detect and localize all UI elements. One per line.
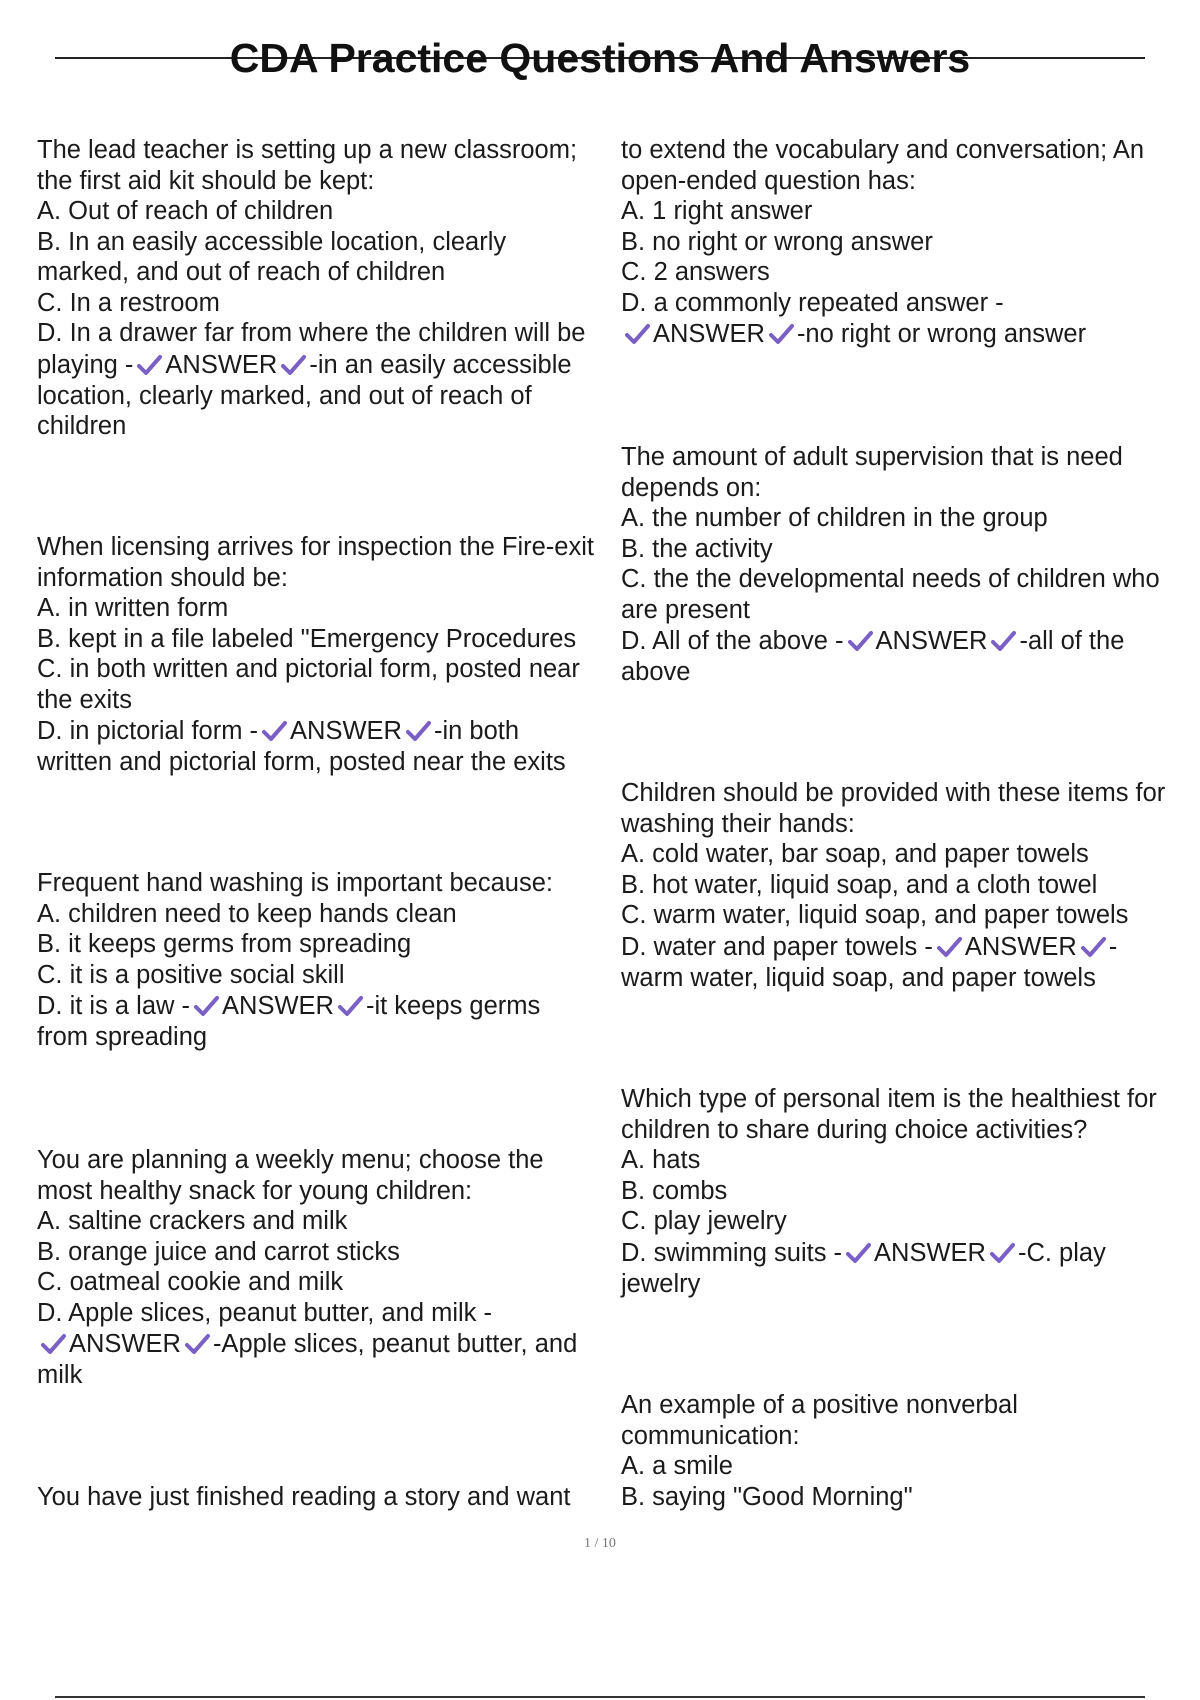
text-line: jewelry <box>621 1269 701 1298</box>
checkmark-icon <box>625 323 650 345</box>
text-line: washing their hands: <box>621 809 855 838</box>
text-line: The amount of adult supervision that is need <box>621 443 1123 471</box>
bottom-rule <box>55 1696 1145 1698</box>
text-line: B. orange juice and carrot sticks <box>37 1237 400 1266</box>
text-line: children to share during choice activities? <box>621 1115 1088 1144</box>
question-block <box>621 135 1144 350</box>
text-line: B. hot water, liquid soap, and a cloth towel <box>621 870 1098 899</box>
text-line: Children should be provided with these items for <box>621 779 1166 807</box>
answer-text: -C. play <box>1017 1238 1106 1267</box>
text-line: Which type of personal item is the healthiest for <box>621 1085 1157 1113</box>
answer-text: -Apple slices, peanut butter, and <box>212 1330 578 1358</box>
checkmark-icon <box>281 354 306 376</box>
text-line: A. the number of children in the group <box>621 504 1048 532</box>
answer-text: - <box>1108 932 1118 961</box>
text-line: above <box>621 658 691 686</box>
answer-label: ANSWER <box>874 1238 986 1267</box>
text-line: An example of a positive nonverbal <box>621 1391 1018 1419</box>
answer-line <box>621 318 1144 350</box>
question-block <box>37 532 594 778</box>
answer-lead: D. All of the above - <box>621 627 844 655</box>
text-line: D. In a drawer far from where the children will be <box>37 319 586 347</box>
text-line: information should be: <box>37 563 288 592</box>
answer-line <box>37 1328 577 1360</box>
question-block <box>37 135 585 442</box>
answer-label: ANSWER <box>653 320 765 348</box>
text-line: the exits <box>37 685 132 714</box>
text-line: B. the activity <box>621 534 773 563</box>
text-line: from spreading <box>37 1023 208 1051</box>
text-line: location, clearly marked, and out of reach of <box>37 381 532 410</box>
text-line: B. kept in a file labeled "Emergency Procedures <box>37 624 577 653</box>
text-line: A. a smile <box>621 1452 733 1480</box>
question-block <box>37 1482 571 1513</box>
page-title: CDA Practice Questions And Answers <box>229 35 971 81</box>
answer-label: ANSWER <box>964 932 1077 961</box>
text-line: depends on: <box>621 473 762 502</box>
answer-label: ANSWER <box>875 627 988 655</box>
text-line: When licensing arrives for inspection the Fire-exit <box>37 533 594 561</box>
text-line: B. it keeps germs from spreading <box>37 930 412 958</box>
text-line: B. no right or wrong answer <box>621 227 933 256</box>
text-line: C. play jewelry <box>621 1207 787 1235</box>
question-block <box>621 442 1160 688</box>
text-line: C. warm water, liquid soap, and paper towels <box>621 901 1129 929</box>
text-line: You are planning a weekly menu; choose the <box>37 1146 544 1174</box>
answer-label: ANSWER <box>222 992 334 1020</box>
answer-lead: playing - <box>37 350 134 379</box>
text-line: A. in written form <box>37 594 229 622</box>
answer-label: ANSWER <box>165 350 278 379</box>
checkmark-icon <box>991 630 1016 652</box>
text-line: A. Out of reach of children <box>37 197 334 225</box>
checkmark-icon <box>262 720 287 742</box>
answer-text: -in an easily accessible <box>309 350 572 379</box>
answer-line <box>621 1237 1157 1269</box>
answer-text: -no right or wrong answer <box>796 320 1087 348</box>
checkmark-icon <box>937 936 962 958</box>
answer-label: ANSWER <box>69 1330 181 1358</box>
text-line: A. hats <box>621 1146 701 1174</box>
checkmark-icon <box>769 323 794 345</box>
answer-lead: D. it is a law - <box>37 992 191 1020</box>
text-line: A. cold water, bar soap, and paper towels <box>621 840 1089 868</box>
text-line: D. Apple slices, peanut butter, and milk - <box>37 1298 492 1327</box>
text-line: A. 1 right answer <box>621 197 813 225</box>
text-line: children <box>37 412 127 440</box>
answer-lead: D. water and paper towels - <box>621 932 933 961</box>
text-line: B. In an easily accessible location, clearly <box>37 227 507 256</box>
question-block <box>621 1390 1018 1512</box>
text-line: C. 2 answers <box>621 258 770 286</box>
answer-lead: D. in pictorial form - <box>37 717 259 745</box>
text-line: written and pictorial form, posted near the exits <box>37 748 566 776</box>
answer-line <box>37 349 585 381</box>
text-line: You have just finished reading a story and want <box>37 1483 571 1511</box>
answer-line <box>37 715 594 747</box>
question-block <box>37 1145 577 1391</box>
answer-text: -it keeps germs <box>365 992 541 1020</box>
answer-lead: D. swimming suits - <box>621 1238 843 1267</box>
text-line: C. oatmeal cookie and milk <box>37 1268 344 1296</box>
text-line: B. saying "Good Morning" <box>621 1482 913 1511</box>
text-line: warm water, liquid soap, and paper towels <box>621 963 1096 992</box>
text-line: A. saltine crackers and milk <box>37 1207 348 1235</box>
checkmark-icon <box>185 1333 210 1355</box>
text-line: C. it is a positive social skill <box>37 960 345 989</box>
checkmark-icon <box>848 630 873 652</box>
text-line: D. a commonly repeated answer - <box>621 288 1004 317</box>
answer-label: ANSWER <box>290 717 402 745</box>
checkmark-icon <box>846 1242 871 1264</box>
answer-text: -in both <box>433 717 520 745</box>
text-line: C. In a restroom <box>37 288 220 317</box>
checkmark-icon <box>1081 936 1106 958</box>
text-line: marked, and out of reach of children <box>37 258 446 286</box>
text-line: C. in both written and pictorial form, posted near <box>37 655 580 683</box>
checkmark-icon <box>990 1242 1015 1264</box>
title-area <box>55 28 1145 88</box>
text-line: the first aid kit should be kept: <box>37 166 375 195</box>
checkmark-icon <box>406 720 431 742</box>
text-line: C. the the developmental needs of children who <box>621 565 1160 593</box>
text-line: open-ended question has: <box>621 166 916 195</box>
checkmark-icon <box>41 1333 66 1355</box>
text-line: are present <box>621 595 750 624</box>
page-number: 1 / 10 <box>584 1536 616 1551</box>
question-block <box>621 778 1165 993</box>
text-line: B. combs <box>621 1176 728 1205</box>
question-block <box>37 868 553 1053</box>
answer-line <box>621 931 1165 963</box>
question-block <box>621 1084 1157 1299</box>
answer-line <box>621 625 1160 657</box>
checkmark-icon <box>194 995 219 1017</box>
answer-text: -all of the <box>1019 627 1125 655</box>
checkmark-icon <box>338 995 363 1017</box>
text-line: A. children need to keep hands clean <box>37 899 457 928</box>
text-line: most healthy snack for young children: <box>37 1176 473 1205</box>
text-line: communication: <box>621 1421 800 1450</box>
text-line: to extend the vocabulary and conversation; An <box>621 136 1145 164</box>
text-line: Frequent hand washing is important because: <box>37 869 553 897</box>
answer-line <box>37 990 553 1022</box>
text-line: The lead teacher is setting up a new classroom; <box>37 136 578 164</box>
text-line: milk <box>37 1361 83 1389</box>
checkmark-icon <box>137 354 162 376</box>
